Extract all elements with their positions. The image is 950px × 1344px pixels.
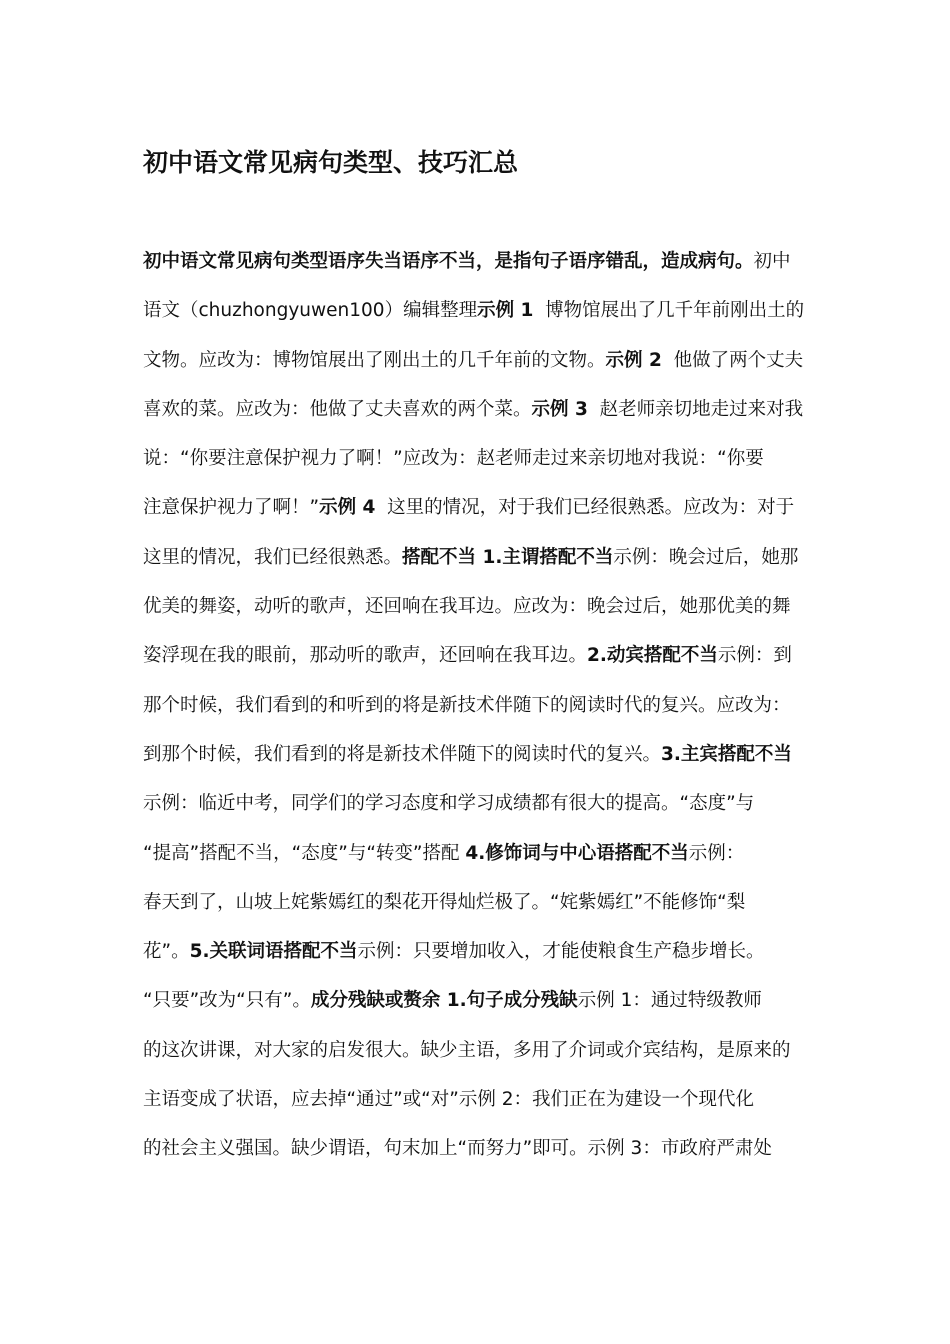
text-line: [143, 483, 823, 532]
text-line: [143, 1026, 823, 1075]
text-line: [143, 779, 823, 828]
text-segment: 初中: [753, 251, 791, 272]
text-segment: 示例：晚会过后，她那: [613, 546, 799, 568]
text-segment: “只要”改为“只有”。: [143, 990, 311, 1012]
text-segment: 花”。: [143, 941, 190, 963]
text-line: [143, 385, 823, 434]
text-segment: 说：“你要注意保护视力了啊！”应改为：赵老师走过来亲切地对我说：“你要: [143, 448, 764, 470]
text-segment: 的社会主义强国。缺少谓语，句末加上“而努力”即可。示例 3：市政府严肃处: [143, 1138, 772, 1160]
text-line: [143, 1124, 823, 1173]
document-body: [143, 237, 823, 1174]
text-line: [143, 631, 823, 680]
text-line: [143, 434, 823, 483]
text-line: [143, 237, 823, 286]
text-line: [143, 927, 823, 976]
text-line: [143, 681, 823, 730]
text-line: [143, 533, 823, 582]
text-segment: 示例：临近中考，同学们的学习态度和学习成绩都有很大的提高。“态度”与: [143, 793, 755, 815]
text-segment: “提高”搭配不当，“态度”与“转变”搭配: [143, 842, 466, 864]
text-line: [143, 582, 823, 631]
bold-text-segment: 示例 3: [531, 398, 588, 420]
text-line: [143, 286, 823, 335]
bold-text-segment: 3.主宾搭配不当: [661, 743, 792, 765]
text-segment: 姿浮现在我的眼前，那动听的歌声，还回响在我耳边。: [143, 645, 588, 667]
text-segment: 示例：: [688, 842, 745, 864]
bold-text-segment: 成分残缺或赘余 1.句子成分残缺: [310, 990, 578, 1012]
text-segment: 主语变成了状语，应去掉“通过”或“对”示例 2：我们正在为建设一个现代化: [143, 1089, 754, 1111]
text-line: [143, 730, 823, 779]
bold-text-segment: 示例 1: [477, 300, 534, 322]
text-segment: 春天到了，山坡上姹紫嫣红的梨花开得灿烂极了。“姹紫嫣红”不能修饰“梨: [143, 891, 746, 913]
bold-text-segment: 搭配不当 1.主谓搭配不当: [402, 546, 614, 568]
text-segment: 示例：到: [717, 645, 792, 667]
text-segment: 的这次讲课，对大家的启发很大。缺少主语，多用了介词或介宾结构，是原来的: [143, 1039, 791, 1061]
bold-text-segment: 2.动宾搭配不当: [587, 645, 718, 667]
text-segment: 喜欢的菜。应改为：他做了丈夫喜欢的两个菜。: [143, 398, 532, 420]
bold-text-segment: 示例 4: [319, 497, 376, 519]
text-segment: 博物馆展出了几千年前刚出土的: [533, 300, 805, 322]
text-segment: 示例：只要增加收入，才能使粮食生产稳步增长。: [357, 941, 765, 963]
text-line: [143, 336, 823, 385]
bold-text-segment: 初中语文常见病句类型语序失当语序不当，是指句子语序错乱，造成病句。: [143, 251, 754, 272]
text-line: [143, 976, 823, 1025]
text-segment: 这里的情况，对于我们已经很熟悉。应改为：对于: [375, 497, 795, 519]
text-segment: 这里的情况，我们已经很熟悉。: [143, 546, 403, 568]
text-segment: 到那个时候，我们看到的将是新技术伴随下的阅读时代的复兴。: [143, 743, 662, 765]
text-line: [143, 878, 823, 927]
bold-text-segment: 示例 2: [605, 349, 662, 371]
text-segment: 语文（chuzhongyuwen100）编辑整理: [143, 300, 478, 322]
bold-text-segment: 4.修饰词与中心语搭配不当: [465, 842, 689, 864]
text-segment: 优美的舞姿，动听的歌声，还回响在我耳边。应改为：晚会过后，她那优美的舞: [143, 596, 791, 618]
text-segment: 文物。应改为：博物馆展出了刚出土的几千年前的文物。: [143, 349, 606, 371]
text-segment: 示例 1：通过特级教师: [577, 990, 762, 1012]
bold-text-segment: 5.关联词语搭配不当: [189, 941, 358, 963]
text-segment: 他做了两个丈夫: [661, 349, 804, 371]
text-segment: 那个时候，我们看到的和听到的将是新技术伴随下的阅读时代的复兴。应改为：: [143, 694, 791, 716]
document-title: 初中语文常见病句类型、技巧汇总: [143, 148, 519, 177]
text-line: [143, 829, 823, 878]
text-segment: 赵老师亲切地走过来对我: [587, 398, 804, 420]
text-segment: 注意保护视力了啊！”: [143, 497, 320, 519]
text-line: [143, 1075, 823, 1124]
